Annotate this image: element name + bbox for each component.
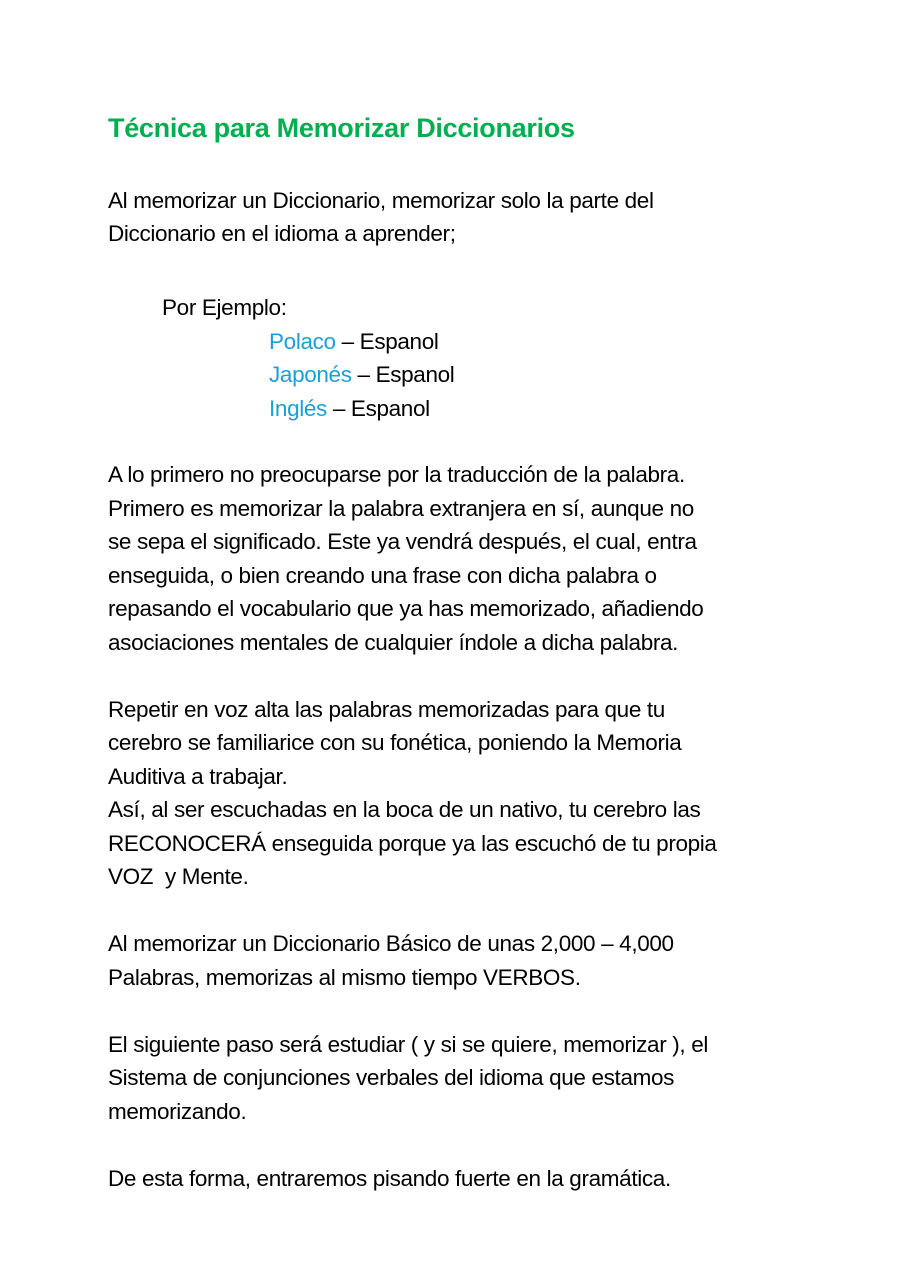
example-pair: [269, 358, 454, 392]
document-title: Técnica para Memorizar Diccionarios: [108, 113, 575, 143]
translation-target: – Espanol: [351, 362, 455, 387]
example-pair: [269, 392, 430, 426]
example-label: Por Ejemplo:: [162, 295, 287, 320]
paragraph-line: repasando el vocabulario que ya has memorizado, añadiendo: [108, 596, 704, 621]
paragraph-line: A lo primero no preocuparse por la traducción de la palabra.: [108, 462, 685, 487]
paragraph-line: RECONOCERÁ enseguida porque ya las escuchó de tu propia: [108, 831, 717, 856]
paragraph-line: asociaciones mentales de cualquier índole a dicha palabra.: [108, 630, 679, 655]
language-name: Polaco: [269, 329, 336, 354]
paragraph-line: se sepa el significado. Este ya vendrá después, el cual, entra: [108, 529, 697, 554]
paragraph-line: VOZ y Mente.: [108, 864, 249, 889]
language-name: Japonés: [269, 362, 352, 387]
language-name: Inglés: [269, 396, 327, 421]
translation-target: – Espanol: [335, 329, 439, 354]
translation-target: – Espanol: [326, 396, 430, 421]
intro-line: Al memorizar un Diccionario, memorizar solo la parte del: [108, 188, 654, 213]
paragraph-line: cerebro se familiarice con su fonética, poniendo la Memoria: [108, 730, 682, 755]
example-pair: [269, 325, 439, 359]
paragraph-line: De esta forma, entraremos pisando fuerte en la gramática.: [108, 1166, 671, 1191]
paragraph-line: Palabras, memorizas al mismo tiempo VERBOS.: [108, 965, 581, 990]
paragraph-line: memorizando.: [108, 1099, 247, 1124]
paragraph-line: Al memorizar un Diccionario Básico de unas 2,000 – 4,000: [108, 931, 674, 956]
paragraph-line: Sistema de conjunciones verbales del idioma que estamos: [108, 1065, 675, 1090]
paragraph-line: Auditiva a trabajar.: [108, 764, 288, 789]
paragraph-line: enseguida, o bien creando una frase con dicha palabra o: [108, 563, 657, 588]
intro-line: Diccionario en el idioma a aprender;: [108, 221, 456, 246]
paragraph-line: Repetir en voz alta las palabras memorizadas para que tu: [108, 697, 665, 722]
paragraph-line: Primero es memorizar la palabra extranjera en sí, aunque no: [108, 496, 694, 521]
paragraph-line: El siguiente paso será estudiar ( y si se quiere, memorizar ), el: [108, 1032, 709, 1057]
paragraph-line: Así, al ser escuchadas en la boca de un nativo, tu cerebro las: [108, 797, 701, 822]
